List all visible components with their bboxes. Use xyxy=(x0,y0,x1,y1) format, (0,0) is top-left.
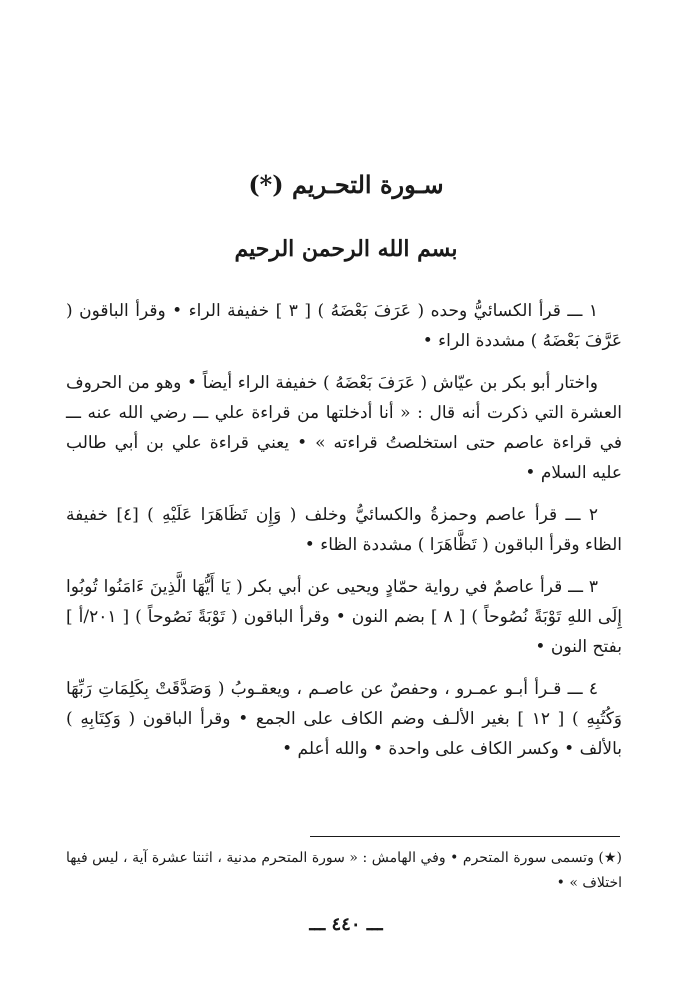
paragraph-3: ٢ ـــ قرأ عاصم وحمزةُ والكسائيُّ وخلف ( وَإِن تَظَاهَرَا عَلَيْهِ ) [٤] خفيفة الظاء وقرأ الباقون ( تَظَّاهَرَا ) مشددة الظاء • xyxy=(66,505,622,555)
footnote: (★) وتسمى سورة المتحرم • وفي الهامش : « سورة المتحرم مدنية ، اثنتا عشرة آية ، ليس فيها اختلاف » • xyxy=(66,850,622,891)
paragraph-4: ٣ ـــ قرأ عاصمٌ في رواية حمّادٍ ويحيى عن أبي بكر ( يَا أَيُّهَا الَّذِينَ ءَامَنُوا تُوبُوا إِلَى اللهِ تَوْبَةً نُصُوحاً ) [ ٨ ] بضم النون • وقرأ الباقون ( تَوْبَةً نَصُوحاً ) [ ٢٠١/أ ] بفتح النون • xyxy=(66,577,622,657)
main-text xyxy=(66,296,622,776)
paragraph-2: واختار أبو بكر بن عيّاش ( عَرَفَ بَعْضَهُ ) خفيفة الراء أيضاً • وهو من الحروف العشرة التي ذكرت أنه قال : « أنا أدخلتها من قراءة علي ـــ رضي الله عنه ـــ في قراءة عاصم حتى استخلصتُ قراءته » • يعني قراءة علي بن أبي طالب عليه السلام • xyxy=(66,373,622,483)
paragraph-5: ٤ ـــ قـرأ أبـو عمـرو ، وحفصٌ عن عاصـم ، ويعقـوبُ ( وَصَدَّقَتْ بِكَلِمَاتِ رَبِّهَا وَكُتُبِهِ ) [ ١٢ ] بغير الألـف وضم الكاف على الجمع • وقرأ الباقون ( وَكِتَابِهِ ) بالألف • وكسر الكاف على واحدة • والله أعلم • xyxy=(66,679,623,759)
surah-title: سـورة التحـريم (*) xyxy=(248,170,444,199)
paragraph-1: ١ ـــ قرأ الكسائيُّ وحده ( عَرَفَ بَعْضَهُ ) [ ٣ ] خفيفة الراء • وقرأ الباقون ( عَرَّفَ بَعْضَهُ ) مشددة الراء • xyxy=(66,301,622,351)
page-number: ـــ ٤٤٠ ـــ xyxy=(309,914,383,935)
footnote-divider xyxy=(310,836,620,837)
basmala-heading: بسم الله الرحمن الرحيم xyxy=(234,236,458,262)
